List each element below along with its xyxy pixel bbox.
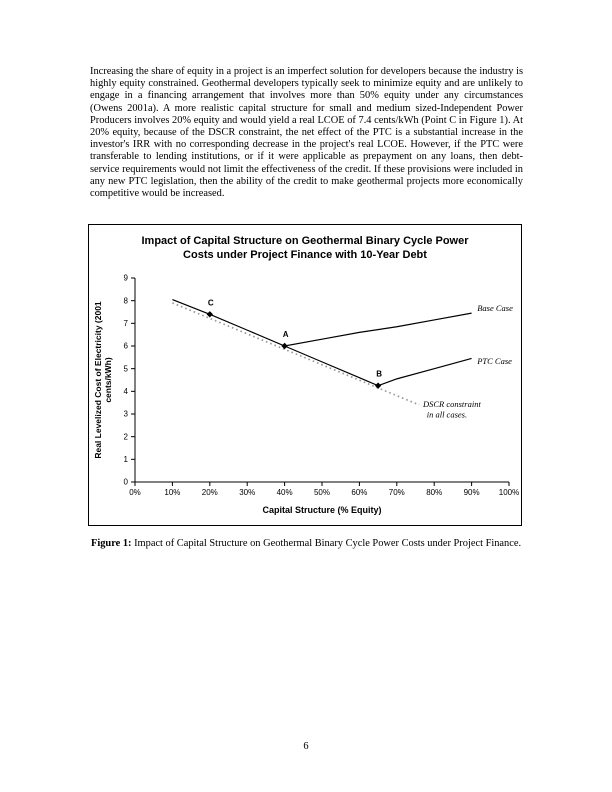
svg-text:70%: 70% (388, 488, 405, 497)
svg-text:6: 6 (123, 341, 128, 351)
svg-text:20%: 20% (201, 488, 218, 497)
svg-text:0: 0 (123, 477, 128, 487)
svg-text:4: 4 (123, 386, 128, 396)
svg-text:5: 5 (123, 364, 128, 374)
svg-text:7: 7 (123, 318, 128, 328)
svg-text:B: B (376, 369, 382, 379)
svg-text:DSCR constraint: DSCR constraint (422, 399, 481, 410)
svg-text:50%: 50% (313, 488, 331, 497)
figure-caption-text: Impact of Capital Structure on Geothermal Binary Cycle Power Costs under Project Finance. (131, 538, 522, 549)
svg-text:Capital Structure (% Equity): Capital Structure (% Equity) (262, 505, 382, 515)
svg-text:40%: 40% (276, 488, 293, 497)
svg-text:60%: 60% (351, 488, 368, 497)
body-paragraph: Increasing the share of equity in a project is an imperfect solution for developers because the industry is highly equity constrained. Geothermal developers typically seek to minimize equity and are unlikely to engage in a financing arrangement that involves more than 50% equity under any circumstances (Owens 2001a). A more realistic capital structure for small and medium sized-Independent Power Producers involves 20% equity and would yield a real LCOE of 7.4 cents/kWh (Point C in Figure 1). At 20% equity, because of the DSCR constraint, the net effect of the PTC is a substantial increase in the investor's IRR with no corresponding decrease in the project's real LCOE. However, if the PTC were transferable to lending institutions, or if it were applicable as prepayment on any loans, then debt-service requirements would not limit the effectiveness of the credit. If these provisions were included in any new PTC legislation, then the ability of the credit to make geothermal projects more economically competitive would be increased. (90, 66, 523, 200)
svg-text:Base Case: Base Case (477, 302, 513, 313)
svg-text:C: C (207, 298, 214, 308)
svg-text:1: 1 (123, 454, 128, 464)
page-number: 6 (303, 741, 309, 752)
chart-plot (89, 264, 521, 522)
svg-text:PTC Case: PTC Case (477, 356, 512, 367)
svg-text:in all cases.: in all cases. (426, 409, 468, 420)
svg-text:90%: 90% (463, 488, 480, 497)
chart-title-line-2: Costs under Project Finance with 10-Year Debt (183, 249, 427, 261)
chart-title-line-1: Impact of Capital Structure on Geothermal Binary Cycle Power (141, 235, 469, 247)
chart-title (89, 225, 521, 262)
figure-caption (91, 538, 524, 549)
figure-caption-label: Figure 1: (91, 538, 132, 549)
svg-text:A: A (282, 330, 289, 339)
svg-text:8: 8 (123, 296, 128, 306)
svg-text:9: 9 (123, 273, 128, 283)
svg-text:0%: 0% (129, 488, 141, 497)
svg-text:Real Levelized Cost of Electri: Real Levelized Cost of Electricity (2001cents/kWh) (93, 301, 113, 459)
svg-text:10%: 10% (164, 488, 181, 497)
svg-text:2: 2 (123, 432, 128, 442)
svg-text:3: 3 (123, 409, 128, 419)
svg-text:80%: 80% (426, 488, 443, 497)
figure-1-box (88, 224, 522, 526)
svg-text:30%: 30% (239, 488, 256, 497)
svg-text:100%: 100% (498, 488, 520, 497)
